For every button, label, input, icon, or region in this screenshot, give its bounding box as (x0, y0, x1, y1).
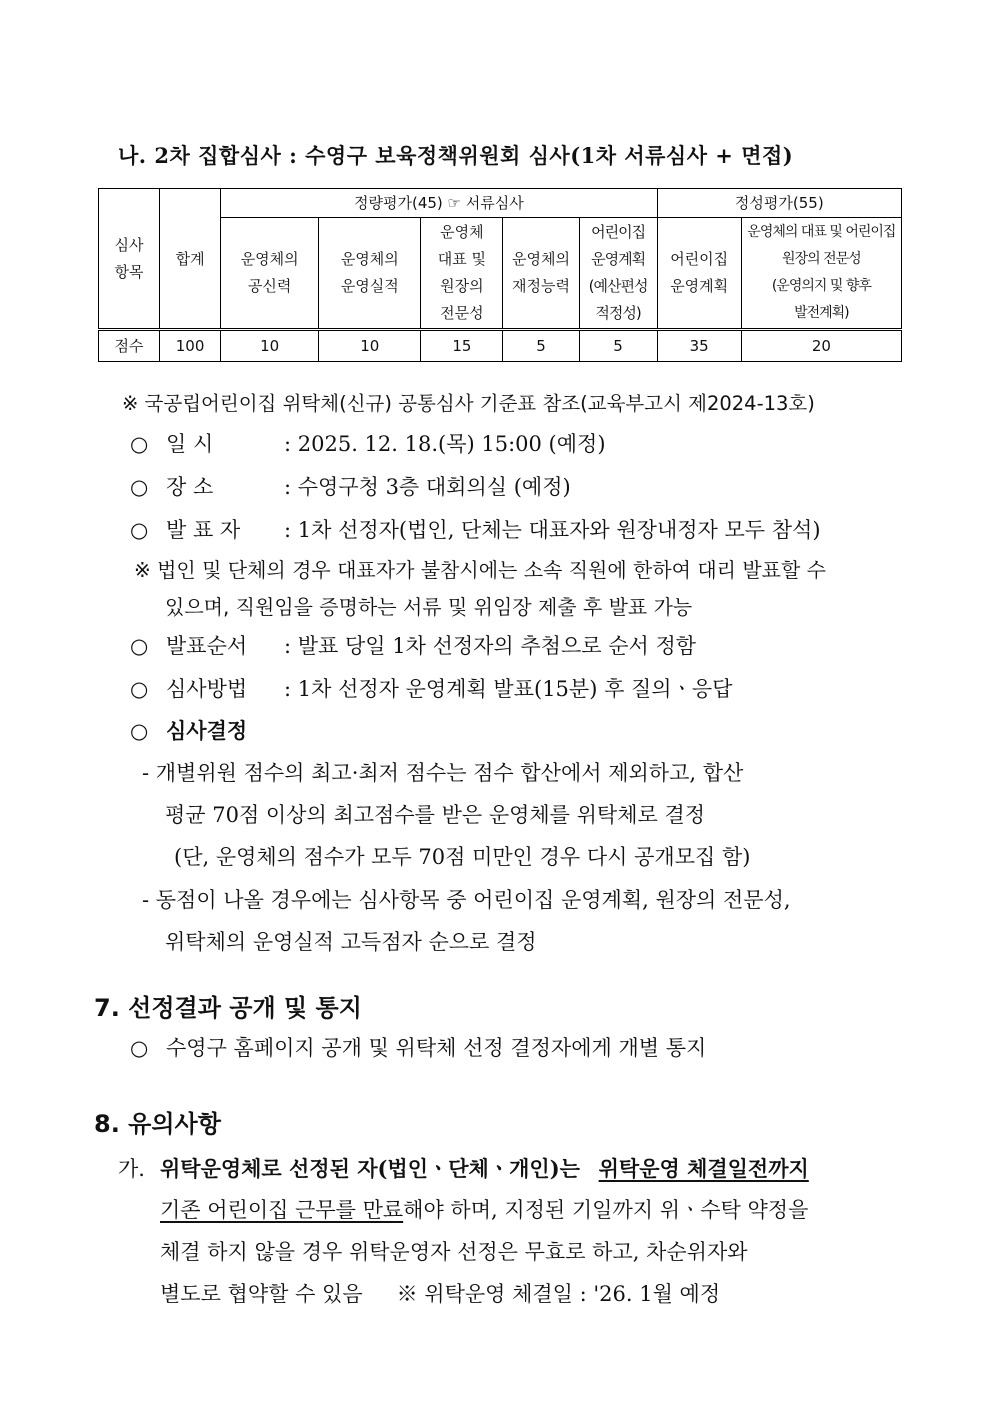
qual-header-cell: 정성평가(55) (657, 189, 901, 218)
score-cell: 35 (657, 330, 741, 362)
column-header: 어린이집 운영계획 (657, 218, 741, 330)
column-header: 운영체의 운영실적 (319, 218, 421, 330)
reference-note: ※ 국공립어린이집 위탁체(신규) 공통심사 기준표 참조(교육부고시 제2024-13호) (122, 392, 815, 415)
score-cell: 5 (503, 330, 579, 362)
section-8-ga-line-2: 기존 어린이집 근무를 만료해야 하며, 지정된 기일까지 위ㆍ수탁 약정을 (160, 1198, 809, 1222)
score-cell: 10 (221, 330, 319, 362)
row-header-cell: 심사 항목 (99, 189, 160, 330)
item-method: ○ 심사방법 : 1차 선정자 운영계획 발표(15분) 후 질의ㆍ응답 (130, 677, 733, 701)
section-heading-na: 나. 2차 집합심사 : 수영구 보육정책위원회 심사(1차 서류심사 + 면접) (118, 143, 794, 168)
presenter-note-line-2: 있으며, 직원임을 증명하는 서류 및 위임장 제출 후 발표 가능 (165, 595, 693, 619)
score-cell: 10 (319, 330, 421, 362)
section-8-ga-line-1: 가. 위탁운영체로 선정된 자(법인ㆍ단체ㆍ개인)는 위탁운영 체결일전까지 (118, 1156, 809, 1181)
item-place: ○ 장 소 : 수영구청 3층 대회의실 (예정) (130, 475, 571, 499)
score-table (98, 188, 902, 362)
decision-line-1a: - 개별위원 점수의 최고·최저 점수는 점수 합산에서 제외하고, 합산 (142, 761, 744, 785)
column-header: 어린이집 운영계획 (예산편성 적정성) (579, 218, 657, 330)
total-header-cell: 합계 (160, 189, 221, 330)
column-header: 운영체 대표 및 원장의 전문성 (421, 218, 503, 330)
item-decision: ○ 심사결정 (130, 718, 248, 743)
score-cell: 5 (579, 330, 657, 362)
presenter-note-line-1: ※ 법인 및 단체의 경우 대표자가 불참시에는 소속 직원에 한하여 대리 발표할 수 (134, 558, 826, 582)
column-header: 운영체의 대표 및 어린이집 원장의 전문성 (운영의지 및 향후 발전계획) (741, 218, 901, 330)
item-date: ○ 일 시 : 2025. 12. 18.(목) 15:00 (예정) (130, 432, 606, 456)
score-cell: 15 (421, 330, 503, 362)
section-8-ga-line-3: 체결 하지 않을 경우 위탁운영자 선정은 무효로 하고, 차순위자와 (160, 1240, 748, 1264)
section-8-title: 8. 유의사항 (94, 1110, 221, 1138)
score-cell: 20 (741, 330, 901, 362)
section-7-title: 7. 선정결과 공개 및 통지 (94, 994, 362, 1022)
score-label-cell: 점수 (99, 330, 160, 362)
item-presenter: ○ 발 표 자 : 1차 선정자(법인, 단체는 대표자와 원장내정자 모두 참석) (130, 518, 821, 542)
item-order: ○ 발표순서 : 발표 당일 1차 선정자의 추첨으로 순서 정함 (130, 634, 697, 658)
quant-header-cell: 정량평가(45) ☞ 서류심사 (221, 189, 658, 218)
decision-line-2b: 위탁체의 운영실적 고득점자 순으로 결정 (165, 930, 537, 954)
decision-line-1c: (단, 운영체의 점수가 모두 70점 미만인 경우 다시 공개모집 함) (174, 845, 751, 869)
column-header: 운영체의 공신력 (221, 218, 319, 330)
decision-line-2a: - 동점이 나올 경우에는 심사항목 중 어린이집 운영계획, 원장의 전문성, (142, 888, 791, 912)
decision-line-1b: 평균 70점 이상의 최고점수를 받은 운영체를 위탁체로 결정 (165, 803, 706, 827)
section-7-item: ○ 수영구 홈페이지 공개 및 위탁체 선정 결정자에게 개별 통지 (130, 1036, 707, 1060)
column-header: 운영체의 재정능력 (503, 218, 579, 330)
section-8-ga-line-4: 별도로 협약할 수 있음 ※ 위탁운영 체결일 : '26. 1월 예정 (160, 1282, 721, 1306)
score-cell: 100 (160, 330, 221, 362)
